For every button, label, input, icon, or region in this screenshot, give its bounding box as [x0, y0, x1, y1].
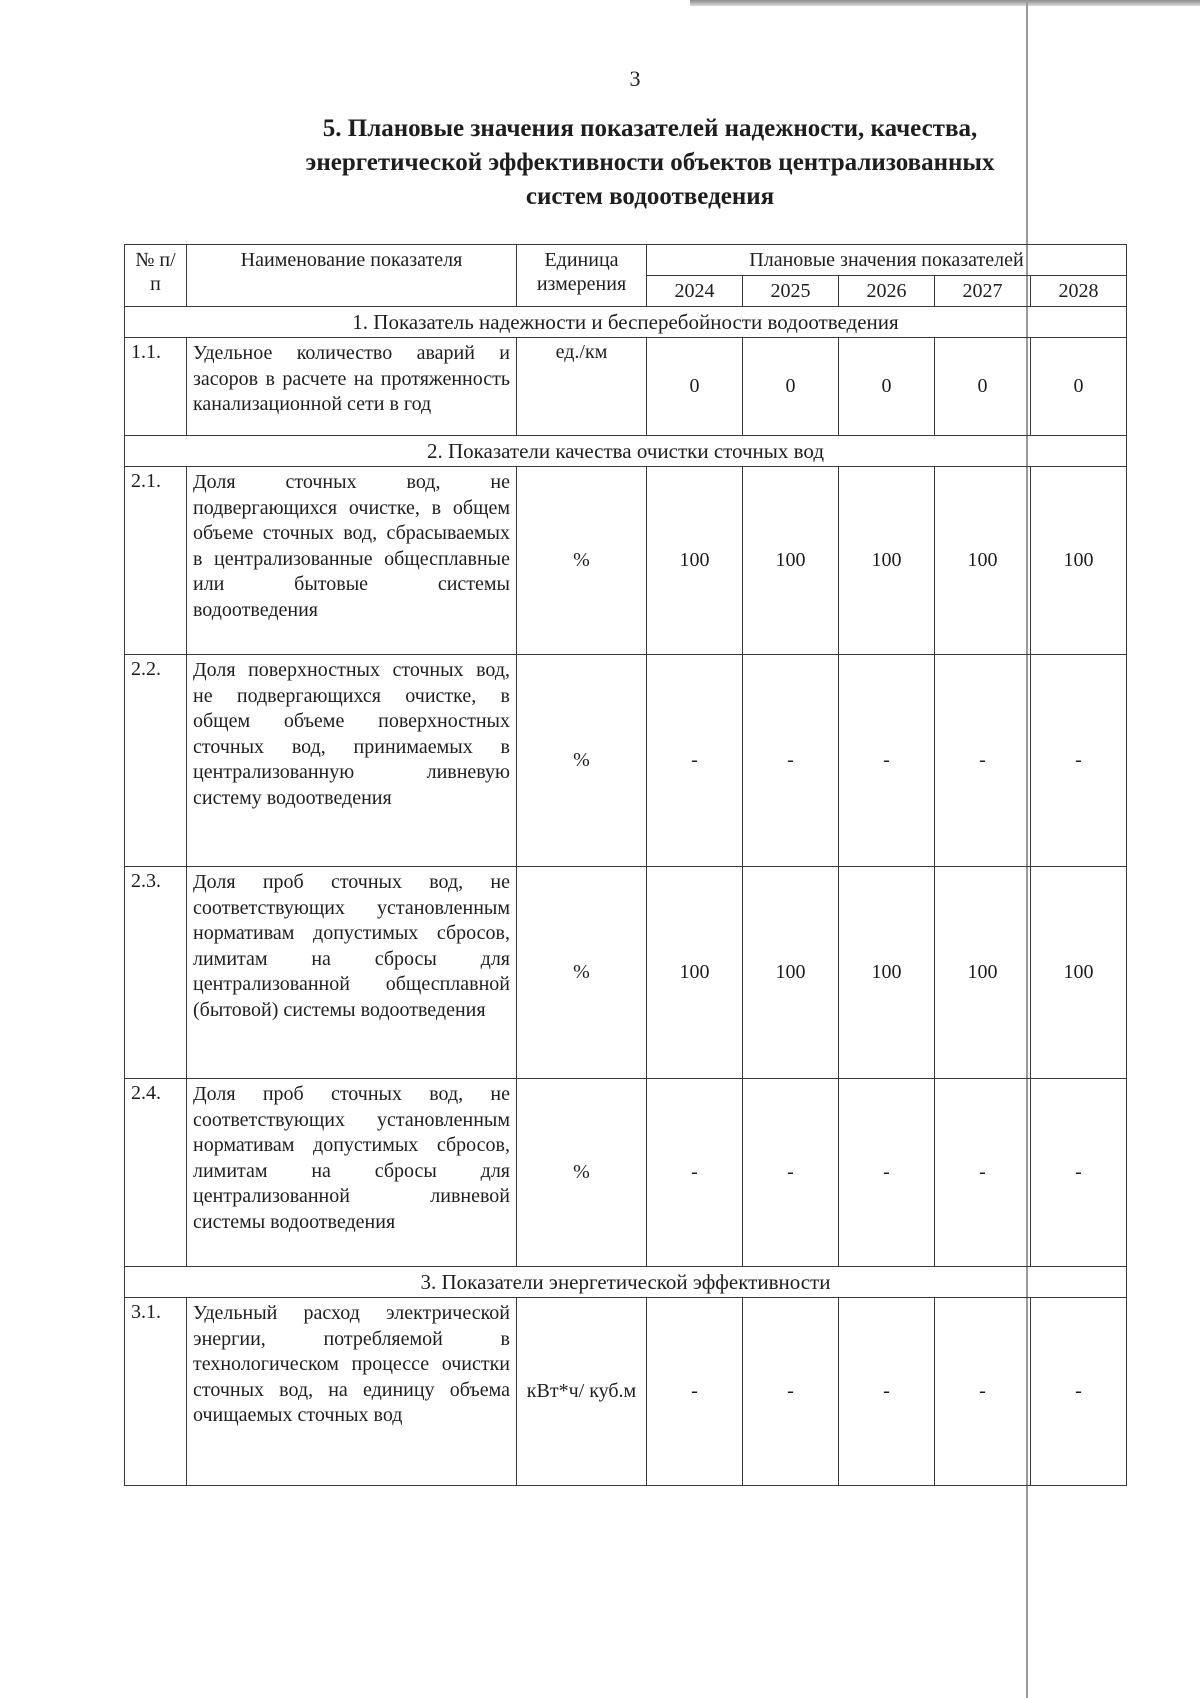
row-num: 2.4. — [125, 1079, 187, 1267]
table-row — [125, 655, 1127, 867]
row-value: - — [839, 1079, 935, 1267]
row-value: - — [1031, 655, 1127, 867]
section-row — [125, 1267, 1127, 1298]
header-year-2025: 2025 — [743, 276, 839, 307]
row-num: 1.1. — [125, 338, 187, 436]
row-value: - — [839, 1298, 935, 1486]
row-name: Доля поверхностных сточных вод, не подвергающихся очистке, в общем объеме поверхностных сточных вод, принимаемых в централизованную ливневую систему водоотведения — [187, 655, 517, 867]
scan-edge-top — [690, 0, 1200, 6]
page-title — [220, 112, 1080, 214]
row-unit: % — [517, 1079, 647, 1267]
row-value: - — [647, 1079, 743, 1267]
row-value: 0 — [743, 338, 839, 436]
title-line-1: 5. Плановые значения показателей надежности, качества, — [322, 115, 978, 142]
row-value: 0 — [935, 338, 1031, 436]
row-value: - — [647, 655, 743, 867]
section-row — [125, 436, 1127, 467]
header-year-2026: 2026 — [839, 276, 935, 307]
row-value: - — [743, 655, 839, 867]
header-year-2027: 2027 — [935, 276, 1031, 307]
row-value: 100 — [839, 867, 935, 1079]
row-value: 100 — [935, 867, 1031, 1079]
row-num: 2.1. — [125, 467, 187, 655]
row-value: - — [839, 655, 935, 867]
table-row — [125, 1298, 1127, 1486]
row-num: 3.1. — [125, 1298, 187, 1486]
header-plan: Плановые значения показателей — [647, 245, 1127, 276]
row-value: - — [743, 1298, 839, 1486]
row-value: - — [647, 1298, 743, 1486]
table-row — [125, 467, 1127, 655]
table-row — [125, 867, 1127, 1079]
row-value: 100 — [935, 467, 1031, 655]
row-value: 100 — [1031, 867, 1127, 1079]
row-value: 0 — [839, 338, 935, 436]
table-row — [125, 338, 1127, 436]
row-name: Доля проб сточных вод, не соответствующих установленным нормативам допустимых сбросов, лимитам на сбросы для централизованной ливневой системы водоотведения — [187, 1079, 517, 1267]
row-value: - — [935, 1079, 1031, 1267]
header-name: Наименование показателя — [187, 245, 517, 307]
section-title: 3. Показатели энергетической эффективности — [125, 1267, 1127, 1298]
row-unit: кВт*ч/ куб.м — [517, 1298, 647, 1486]
row-num: 2.3. — [125, 867, 187, 1079]
row-value: 100 — [1031, 467, 1127, 655]
row-value: - — [935, 1298, 1031, 1486]
row-name: Удельный расход электрической энергии, потребляемой в технологическом процессе очистки сточных вод, на единицу объема очищаемых сточных вод — [187, 1298, 517, 1486]
header-num: № п/п — [125, 245, 187, 307]
row-value: - — [1031, 1079, 1127, 1267]
row-num: 2.2. — [125, 655, 187, 867]
title-line-3: систем водоотведения — [525, 183, 775, 210]
row-unit: % — [517, 867, 647, 1079]
indicators-table — [124, 244, 1127, 1486]
table-row — [125, 1079, 1127, 1267]
row-unit: ед./км — [517, 338, 647, 436]
row-value: 100 — [743, 467, 839, 655]
row-value: - — [743, 1079, 839, 1267]
row-name: Доля проб сточных вод, не соответствующих установленным нормативам допустимых сбросов, лимитам на сбросы для централизованной общесплавной (бытовой) системы водоотведения — [187, 867, 517, 1079]
header-unit: Единица измерения — [517, 245, 647, 307]
row-value: 0 — [647, 338, 743, 436]
row-value: 100 — [647, 867, 743, 1079]
row-value: - — [935, 655, 1031, 867]
row-value: 100 — [647, 467, 743, 655]
row-name: Удельное количество аварий и засоров в расчете на протяженность канализационной сети в год — [187, 338, 517, 436]
header-row-1 — [125, 245, 1127, 276]
header-year-2024: 2024 — [647, 276, 743, 307]
row-name: Доля сточных вод, не подвергающихся очистке, в общем объеме сточных вод, сбрасываемых в централизованные общесплавные или бытовые системы водоотведения — [187, 467, 517, 655]
section-title: 2. Показатели качества очистки сточных вод — [125, 436, 1127, 467]
page-number: 3 — [629, 66, 641, 91]
row-unit: % — [517, 655, 647, 867]
row-unit: % — [517, 467, 647, 655]
section-title: 1. Показатель надежности и бесперебойности водоотведения — [125, 307, 1127, 338]
row-value: - — [1031, 1298, 1127, 1486]
section-row — [125, 307, 1127, 338]
row-value: 100 — [839, 467, 935, 655]
header-year-2028: 2028 — [1031, 276, 1127, 307]
title-line-2: энергетической эффективности объектов централизованных — [305, 149, 995, 176]
row-value: 0 — [1031, 338, 1127, 436]
row-value: 100 — [743, 867, 839, 1079]
